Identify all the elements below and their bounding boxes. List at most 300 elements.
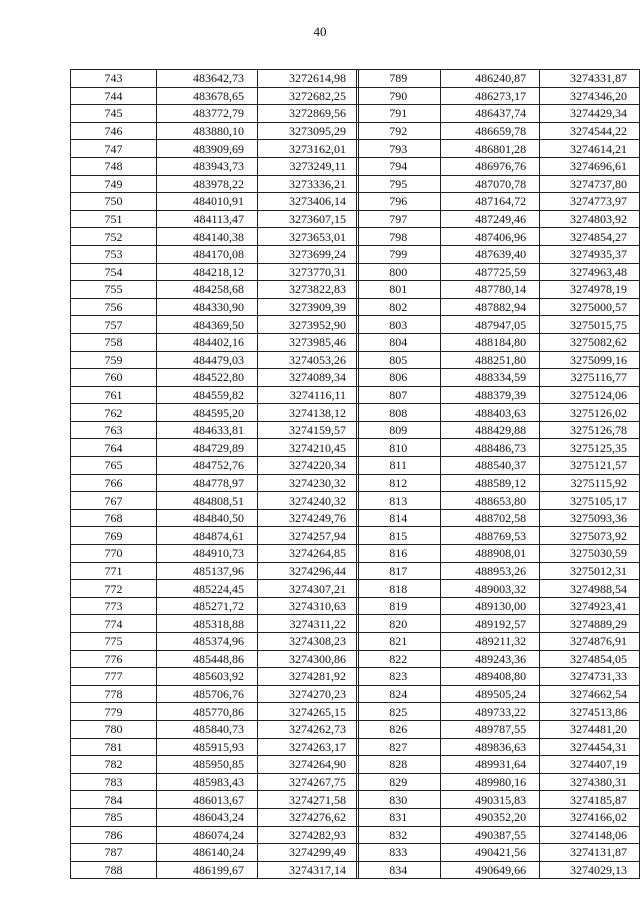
y-coordinate-cell: 3274876,91: [540, 633, 640, 651]
table-row: [357, 773, 640, 791]
point-number-cell: 747: [71, 140, 157, 158]
point-number-cell: 779: [71, 703, 157, 721]
y-coordinate-cell: 3275015,75: [540, 316, 640, 334]
x-coordinate-cell: 489243,36: [440, 650, 540, 668]
y-coordinate-cell: 3274803,92: [540, 210, 640, 228]
y-coordinate-cell: 3274513,86: [540, 703, 640, 721]
y-coordinate-cell: 3274299,49: [258, 844, 359, 862]
x-coordinate-cell: 488540,37: [440, 457, 540, 475]
point-number-cell: 785: [71, 808, 157, 826]
x-coordinate-cell: 490387,55: [440, 826, 540, 844]
point-number-cell: 783: [71, 773, 157, 791]
point-number-cell: 778: [71, 685, 157, 703]
x-coordinate-cell: 484113,47: [157, 210, 258, 228]
x-coordinate-cell: 486140,24: [157, 844, 258, 862]
table-row: [357, 316, 640, 334]
table-row: [357, 87, 640, 105]
y-coordinate-cell: 3274331,87: [540, 70, 640, 88]
table-row: [71, 826, 359, 844]
point-number-cell: 755: [71, 281, 157, 299]
table-row: [71, 87, 359, 105]
table-row: [357, 527, 640, 545]
table-row: [357, 263, 640, 281]
table-row: [71, 474, 359, 492]
y-coordinate-cell: 3274988,54: [540, 580, 640, 598]
table-row: [357, 228, 640, 246]
x-coordinate-cell: 489192,57: [440, 615, 540, 633]
x-coordinate-cell: 483943,73: [157, 157, 258, 175]
x-coordinate-cell: 485271,72: [157, 597, 258, 615]
table-row: [357, 105, 640, 123]
point-number-cell: 789: [357, 70, 441, 88]
table-row: [357, 175, 640, 193]
point-number-cell: 803: [357, 316, 441, 334]
point-number-cell: 777: [71, 668, 157, 686]
x-coordinate-cell: 488334,59: [440, 369, 540, 387]
y-coordinate-cell: 3274731,33: [540, 668, 640, 686]
x-coordinate-cell: 490421,56: [440, 844, 540, 862]
point-number-cell: 781: [71, 738, 157, 756]
table-row: [357, 369, 640, 387]
x-coordinate-cell: 487947,05: [440, 316, 540, 334]
y-coordinate-cell: 3275093,36: [540, 509, 640, 527]
y-coordinate-cell: 3274614,21: [540, 140, 640, 158]
y-coordinate-cell: 3274307,21: [258, 580, 359, 598]
point-number-cell: 790: [357, 87, 441, 105]
y-coordinate-cell: 3273770,31: [258, 263, 359, 281]
coordinates-table-right: [356, 69, 640, 879]
point-number-cell: 744: [71, 87, 157, 105]
point-number-cell: 808: [357, 404, 441, 422]
x-coordinate-cell: 486976,76: [440, 157, 540, 175]
point-number-cell: 825: [357, 703, 441, 721]
x-coordinate-cell: 484522,80: [157, 369, 258, 387]
table-row: [71, 773, 359, 791]
point-number-cell: 745: [71, 105, 157, 123]
table-row: [357, 633, 640, 651]
y-coordinate-cell: 3274923,41: [540, 597, 640, 615]
y-coordinate-cell: 3274854,05: [540, 650, 640, 668]
y-coordinate-cell: 3274296,44: [258, 562, 359, 580]
point-number-cell: 822: [357, 650, 441, 668]
x-coordinate-cell: 485840,73: [157, 720, 258, 738]
y-coordinate-cell: 3274308,23: [258, 633, 359, 651]
point-number-cell: 788: [71, 861, 157, 879]
y-coordinate-cell: 3273653,01: [258, 228, 359, 246]
x-coordinate-cell: 487882,94: [440, 298, 540, 316]
y-coordinate-cell: 3275121,57: [540, 457, 640, 475]
point-number-cell: 804: [357, 333, 441, 351]
table-row: [71, 175, 359, 193]
y-coordinate-cell: 3275012,31: [540, 562, 640, 580]
point-number-cell: 772: [71, 580, 157, 598]
point-number-cell: 782: [71, 756, 157, 774]
point-number-cell: 775: [71, 633, 157, 651]
table-row: [71, 157, 359, 175]
table-row: [357, 245, 640, 263]
point-number-cell: 764: [71, 439, 157, 457]
y-coordinate-cell: 3275115,92: [540, 474, 640, 492]
table-row: [71, 210, 359, 228]
x-coordinate-cell: 485448,86: [157, 650, 258, 668]
x-coordinate-cell: 486199,67: [157, 861, 258, 879]
table-row: [357, 509, 640, 527]
y-coordinate-cell: 3275073,92: [540, 527, 640, 545]
point-number-cell: 832: [357, 826, 441, 844]
point-number-cell: 818: [357, 580, 441, 598]
point-number-cell: 749: [71, 175, 157, 193]
point-number-cell: 809: [357, 421, 441, 439]
y-coordinate-cell: 3275126,02: [540, 404, 640, 422]
x-coordinate-cell: 484010,91: [157, 193, 258, 211]
y-coordinate-cell: 3274282,93: [258, 826, 359, 844]
x-coordinate-cell: 484595,20: [157, 404, 258, 422]
table-row: [357, 281, 640, 299]
point-number-cell: 784: [71, 791, 157, 809]
x-coordinate-cell: 488251,80: [440, 351, 540, 369]
point-number-cell: 748: [71, 157, 157, 175]
y-coordinate-cell: 3274854,27: [540, 228, 640, 246]
table-row: [357, 826, 640, 844]
point-number-cell: 834: [357, 861, 441, 879]
y-coordinate-cell: 3274544,22: [540, 122, 640, 140]
y-coordinate-cell: 3275124,06: [540, 386, 640, 404]
point-number-cell: 827: [357, 738, 441, 756]
point-number-cell: 751: [71, 210, 157, 228]
table-row: [71, 633, 359, 651]
x-coordinate-cell: 485137,96: [157, 562, 258, 580]
table-row: [71, 421, 359, 439]
y-coordinate-cell: 3274310,63: [258, 597, 359, 615]
point-number-cell: 771: [71, 562, 157, 580]
point-number-cell: 761: [71, 386, 157, 404]
x-coordinate-cell: 486240,87: [440, 70, 540, 88]
table-row: [71, 808, 359, 826]
table-row: [357, 597, 640, 615]
point-number-cell: 773: [71, 597, 157, 615]
x-coordinate-cell: 488702,58: [440, 509, 540, 527]
y-coordinate-cell: 3274166,02: [540, 808, 640, 826]
y-coordinate-cell: 3273952,90: [258, 316, 359, 334]
table-row: [71, 527, 359, 545]
y-coordinate-cell: 3274220,34: [258, 457, 359, 475]
table-row: [71, 738, 359, 756]
point-number-cell: 754: [71, 263, 157, 281]
point-number-cell: 767: [71, 492, 157, 510]
point-number-cell: 769: [71, 527, 157, 545]
y-coordinate-cell: 3275126,78: [540, 421, 640, 439]
point-number-cell: 816: [357, 545, 441, 563]
table-row: [357, 457, 640, 475]
point-number-cell: 813: [357, 492, 441, 510]
table-row: [357, 668, 640, 686]
point-number-cell: 796: [357, 193, 441, 211]
x-coordinate-cell: 489408,80: [440, 668, 540, 686]
x-coordinate-cell: 485950,85: [157, 756, 258, 774]
point-number-cell: 831: [357, 808, 441, 826]
y-coordinate-cell: 3275099,16: [540, 351, 640, 369]
table-row: [71, 650, 359, 668]
point-number-cell: 798: [357, 228, 441, 246]
x-coordinate-cell: 484140,38: [157, 228, 258, 246]
table-row: [357, 386, 640, 404]
page-number: 40: [313, 24, 327, 39]
table-row: [357, 703, 640, 721]
point-number-cell: 820: [357, 615, 441, 633]
x-coordinate-cell: 484874,61: [157, 527, 258, 545]
table-row: [357, 562, 640, 580]
x-coordinate-cell: 489836,63: [440, 738, 540, 756]
table-row: [71, 386, 359, 404]
y-coordinate-cell: 3275105,17: [540, 492, 640, 510]
y-coordinate-cell: 3275082,62: [540, 333, 640, 351]
x-coordinate-cell: 485374,96: [157, 633, 258, 651]
y-coordinate-cell: 3274429,34: [540, 105, 640, 123]
x-coordinate-cell: 490352,20: [440, 808, 540, 826]
table-row: [71, 298, 359, 316]
x-coordinate-cell: 488379,39: [440, 386, 540, 404]
x-coordinate-cell: 484808,51: [157, 492, 258, 510]
y-coordinate-cell: 3274262,73: [258, 720, 359, 738]
table-row: [357, 474, 640, 492]
x-coordinate-cell: 489130,00: [440, 597, 540, 615]
point-number-cell: 765: [71, 457, 157, 475]
point-number-cell: 833: [357, 844, 441, 862]
y-coordinate-cell: 3274210,45: [258, 439, 359, 457]
x-coordinate-cell: 485318,88: [157, 615, 258, 633]
point-number-cell: 750: [71, 193, 157, 211]
point-number-cell: 815: [357, 527, 441, 545]
table-row: [357, 140, 640, 158]
x-coordinate-cell: 483772,79: [157, 105, 258, 123]
y-coordinate-cell: 3274265,15: [258, 703, 359, 721]
y-coordinate-cell: 3272682,25: [258, 87, 359, 105]
x-coordinate-cell: 484330,90: [157, 298, 258, 316]
x-coordinate-cell: 485770,86: [157, 703, 258, 721]
point-number-cell: 797: [357, 210, 441, 228]
table-row: [357, 157, 640, 175]
table-row: [357, 791, 640, 809]
y-coordinate-cell: 3274148,06: [540, 826, 640, 844]
y-coordinate-cell: 3274696,61: [540, 157, 640, 175]
point-number-cell: 770: [71, 545, 157, 563]
y-coordinate-cell: 3273406,14: [258, 193, 359, 211]
y-coordinate-cell: 3274407,19: [540, 756, 640, 774]
table-row: [71, 668, 359, 686]
y-coordinate-cell: 3273985,46: [258, 333, 359, 351]
x-coordinate-cell: 488769,53: [440, 527, 540, 545]
x-coordinate-cell: 486273,17: [440, 87, 540, 105]
x-coordinate-cell: 486074,24: [157, 826, 258, 844]
x-coordinate-cell: 484840,50: [157, 509, 258, 527]
x-coordinate-cell: 484170,08: [157, 245, 258, 263]
point-number-cell: 806: [357, 369, 441, 387]
x-coordinate-cell: 484778,97: [157, 474, 258, 492]
y-coordinate-cell: 3274089,34: [258, 369, 359, 387]
table-row: [71, 861, 359, 879]
point-number-cell: 814: [357, 509, 441, 527]
table-row: [71, 281, 359, 299]
table-row: [357, 210, 640, 228]
table-row: [357, 720, 640, 738]
point-number-cell: 757: [71, 316, 157, 334]
x-coordinate-cell: 487780,14: [440, 281, 540, 299]
x-coordinate-cell: 483978,22: [157, 175, 258, 193]
table-row: [71, 245, 359, 263]
y-coordinate-cell: 3274300,86: [258, 650, 359, 668]
y-coordinate-cell: 3273909,39: [258, 298, 359, 316]
table-row: [357, 756, 640, 774]
y-coordinate-cell: 3275030,59: [540, 545, 640, 563]
table-row: [357, 421, 640, 439]
point-number-cell: 819: [357, 597, 441, 615]
y-coordinate-cell: 3274230,32: [258, 474, 359, 492]
y-coordinate-cell: 3274271,58: [258, 791, 359, 809]
point-number-cell: 768: [71, 509, 157, 527]
table-row: [71, 756, 359, 774]
x-coordinate-cell: 486801,28: [440, 140, 540, 158]
point-number-cell: 821: [357, 633, 441, 651]
y-coordinate-cell: 3274270,23: [258, 685, 359, 703]
x-coordinate-cell: 484910,73: [157, 545, 258, 563]
point-number-cell: 830: [357, 791, 441, 809]
table-row: [357, 615, 640, 633]
x-coordinate-cell: 484559,82: [157, 386, 258, 404]
y-coordinate-cell: 3275116,77: [540, 369, 640, 387]
table-row: [71, 369, 359, 387]
point-number-cell: 763: [71, 421, 157, 439]
y-coordinate-cell: 3274249,76: [258, 509, 359, 527]
point-number-cell: 801: [357, 281, 441, 299]
point-number-cell: 828: [357, 756, 441, 774]
x-coordinate-cell: 489931,64: [440, 756, 540, 774]
y-coordinate-cell: 3274454,31: [540, 738, 640, 756]
table-row: [71, 122, 359, 140]
y-coordinate-cell: 3272614,98: [258, 70, 359, 88]
x-coordinate-cell: 488953,26: [440, 562, 540, 580]
table-row: [71, 263, 359, 281]
y-coordinate-cell: 3274263,17: [258, 738, 359, 756]
point-number-cell: 746: [71, 122, 157, 140]
y-coordinate-cell: 3273699,24: [258, 245, 359, 263]
y-coordinate-cell: 3274281,92: [258, 668, 359, 686]
y-coordinate-cell: 3274264,85: [258, 545, 359, 563]
y-coordinate-cell: 3274029,13: [540, 861, 640, 879]
x-coordinate-cell: 483678,65: [157, 87, 258, 105]
y-coordinate-cell: 3274159,57: [258, 421, 359, 439]
point-number-cell: 794: [357, 157, 441, 175]
x-coordinate-cell: 490315,83: [440, 791, 540, 809]
x-coordinate-cell: 483642,73: [157, 70, 258, 88]
y-coordinate-cell: 3273162,01: [258, 140, 359, 158]
x-coordinate-cell: 483909,69: [157, 140, 258, 158]
y-coordinate-cell: 3274889,29: [540, 615, 640, 633]
x-coordinate-cell: 487639,40: [440, 245, 540, 263]
point-number-cell: 807: [357, 386, 441, 404]
table-row: [71, 193, 359, 211]
table-row: [357, 333, 640, 351]
x-coordinate-cell: 488589,12: [440, 474, 540, 492]
table-row: [71, 105, 359, 123]
table-row: [71, 720, 359, 738]
point-number-cell: 766: [71, 474, 157, 492]
table-row: [357, 861, 640, 879]
y-coordinate-cell: 3273336,21: [258, 175, 359, 193]
table-row: [357, 70, 640, 88]
y-coordinate-cell: 3274053,26: [258, 351, 359, 369]
table-row: [71, 457, 359, 475]
x-coordinate-cell: 489211,32: [440, 633, 540, 651]
y-coordinate-cell: 3273607,15: [258, 210, 359, 228]
point-number-cell: 792: [357, 122, 441, 140]
x-coordinate-cell: 486659,78: [440, 122, 540, 140]
table-row: [71, 404, 359, 422]
table-row: [71, 597, 359, 615]
point-number-cell: 802: [357, 298, 441, 316]
table-row: [71, 615, 359, 633]
x-coordinate-cell: 484633,81: [157, 421, 258, 439]
x-coordinate-cell: 486013,67: [157, 791, 258, 809]
y-coordinate-cell: 3274116,11: [258, 386, 359, 404]
point-number-cell: 793: [357, 140, 441, 158]
x-coordinate-cell: 488653,80: [440, 492, 540, 510]
point-number-cell: 795: [357, 175, 441, 193]
point-number-cell: 823: [357, 668, 441, 686]
point-number-cell: 762: [71, 404, 157, 422]
point-number-cell: 780: [71, 720, 157, 738]
table-row: [357, 404, 640, 422]
x-coordinate-cell: 487070,78: [440, 175, 540, 193]
x-coordinate-cell: 485706,76: [157, 685, 258, 703]
table-row: [71, 685, 359, 703]
x-coordinate-cell: 484729,89: [157, 439, 258, 457]
x-coordinate-cell: 485603,92: [157, 668, 258, 686]
y-coordinate-cell: 3274138,12: [258, 404, 359, 422]
table-row: [357, 545, 640, 563]
table-row: [357, 122, 640, 140]
table-row: [71, 70, 359, 88]
x-coordinate-cell: 489787,55: [440, 720, 540, 738]
y-coordinate-cell: 3274380,31: [540, 773, 640, 791]
table-row: [71, 545, 359, 563]
table-row: [357, 351, 640, 369]
y-coordinate-cell: 3274481,20: [540, 720, 640, 738]
table-row: [71, 333, 359, 351]
x-coordinate-cell: 488429,88: [440, 421, 540, 439]
point-number-cell: 752: [71, 228, 157, 246]
table-row: [71, 228, 359, 246]
x-coordinate-cell: 484402,16: [157, 333, 258, 351]
table-row: [357, 844, 640, 862]
point-number-cell: 817: [357, 562, 441, 580]
x-coordinate-cell: 489505,24: [440, 685, 540, 703]
point-number-cell: 805: [357, 351, 441, 369]
table-row: [71, 316, 359, 334]
point-number-cell: 756: [71, 298, 157, 316]
table-row: [357, 650, 640, 668]
y-coordinate-cell: 3274267,75: [258, 773, 359, 791]
x-coordinate-cell: 485224,45: [157, 580, 258, 598]
y-coordinate-cell: 3274662,54: [540, 685, 640, 703]
point-number-cell: 758: [71, 333, 157, 351]
y-coordinate-cell: 3273095,29: [258, 122, 359, 140]
point-number-cell: 776: [71, 650, 157, 668]
x-coordinate-cell: 485983,43: [157, 773, 258, 791]
y-coordinate-cell: 3274978,19: [540, 281, 640, 299]
point-number-cell: 774: [71, 615, 157, 633]
x-coordinate-cell: 487725,59: [440, 263, 540, 281]
coordinates-table-left: [70, 69, 359, 879]
